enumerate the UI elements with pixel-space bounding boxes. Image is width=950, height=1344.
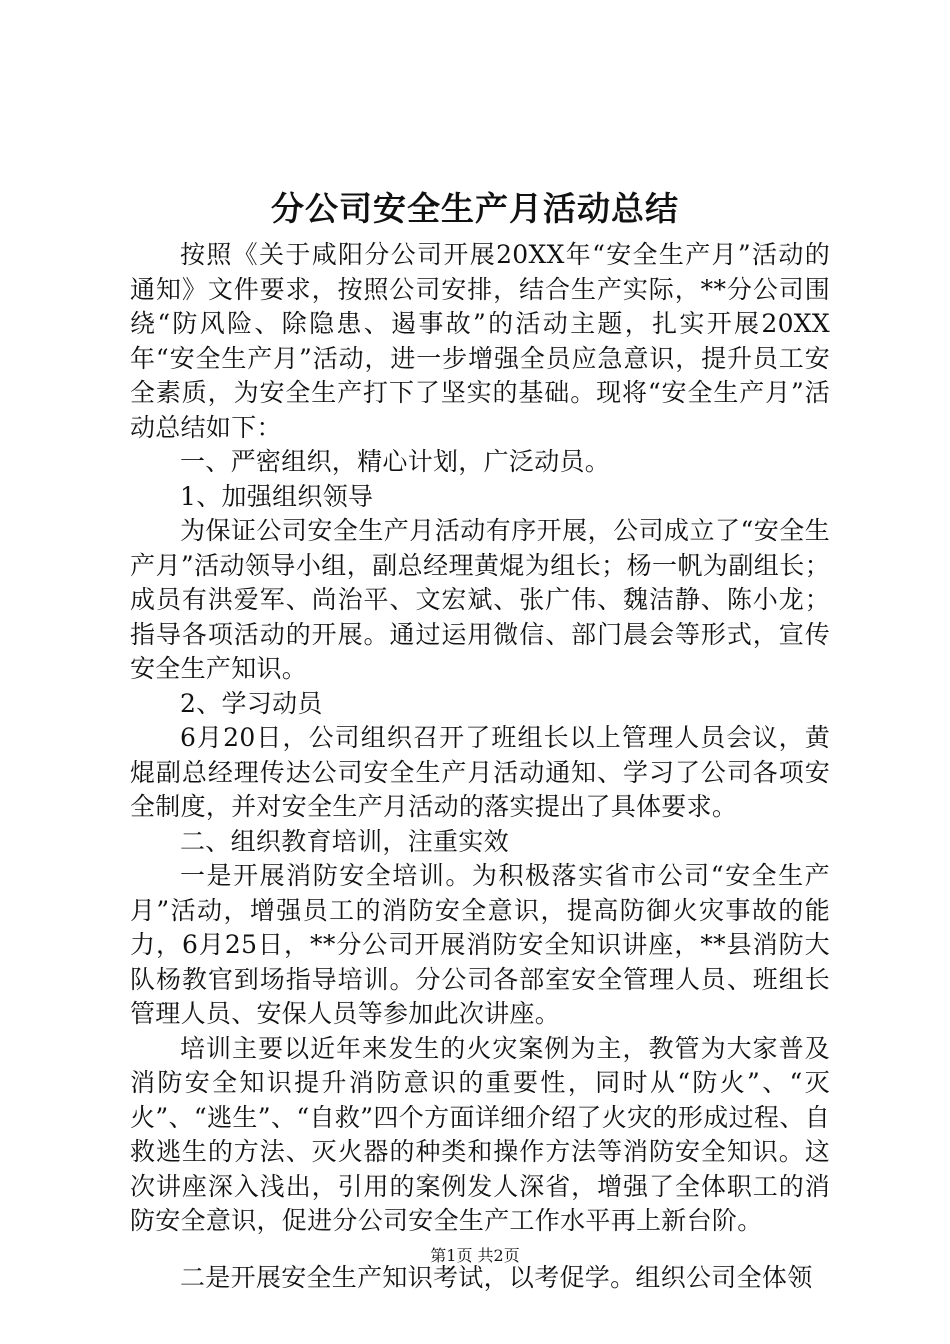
paragraph-exam: 二是开展安全生产知识考试，以考促学。组织公司全体领 [180, 1262, 813, 1292]
section-heading-2: 二、组织教育培训，注重实效 [180, 826, 509, 856]
document-body [130, 238, 830, 1295]
section-heading-1: 一、严密组织，精心计划，广泛动员。 [180, 447, 611, 476]
subsection-heading-2: 2、学习动员 [180, 688, 323, 718]
paragraph-fire-training: 一是开展消防安全培训。为积极落实省市公司“安全生产月”活动，增强员工的消防安全意识，提高防御火灾事故的能力，6月25日，**分公司开展消防安全知识讲座，**县消防大队杨教官到场指导培训。分公司各部室安全管理人员、班组长管理人员、安保人员等参加此次讲座。 [130, 861, 830, 1028]
paragraph-intro: 按照《关于咸阳分公司开展20XX年“安全生产月”活动的通知》文件要求，按照公司安排，结合生产实际，**分公司围绕“防风险、除隐患、遏事故”的活动主题，扎实开展20XX年“安全生产月”活动，进一步增强全员应急意识，提升员工安全素质，为安全生产打下了坚实的基础。现将“安全生产月”活动总结如下： [130, 240, 830, 442]
paragraph-training-content: 培训主要以近年来发生的火灾案例为主，教管为大家普及消防安全知识提升消防意识的重要性，同时从“防火”、“灭火”、“逃生”、“自救”四个方面详细介绍了火灾的形成过程、自救逃生的方法、灭火器的种类和操作方法等消防安全知识。这次讲座深入浅出，引用的案例发人深省，增强了全体职工的消防安全意识，促进分公司安全生产工作水平再上新台阶。 [130, 1033, 830, 1235]
paragraph-meeting: 6月20日，公司组织召开了班组长以上管理人员会议，黄焜副总经理传达公司安全生产月活动通知、学习了公司各项安全制度，并对安全生产月活动的落实提出了具体要求。 [130, 723, 830, 821]
document-title: 分公司安全生产月活动总结 [271, 189, 679, 228]
paragraph-organization: 为保证公司安全生产月活动有序开展，公司成立了“安全生产月”活动领导小组，副总经理黄焜为组长；杨一帆为副组长；成员有洪爱军、尚治平、文宏斌、张广伟、魏洁静、陈小龙；指导各项活动的开展。通过运用微信、部门晨会等形式，宣传安全生产知识。 [130, 516, 830, 683]
subsection-heading-1: 1、加强组织领导 [180, 481, 374, 511]
page-number: 第1页 共2页 [430, 1246, 520, 1265]
